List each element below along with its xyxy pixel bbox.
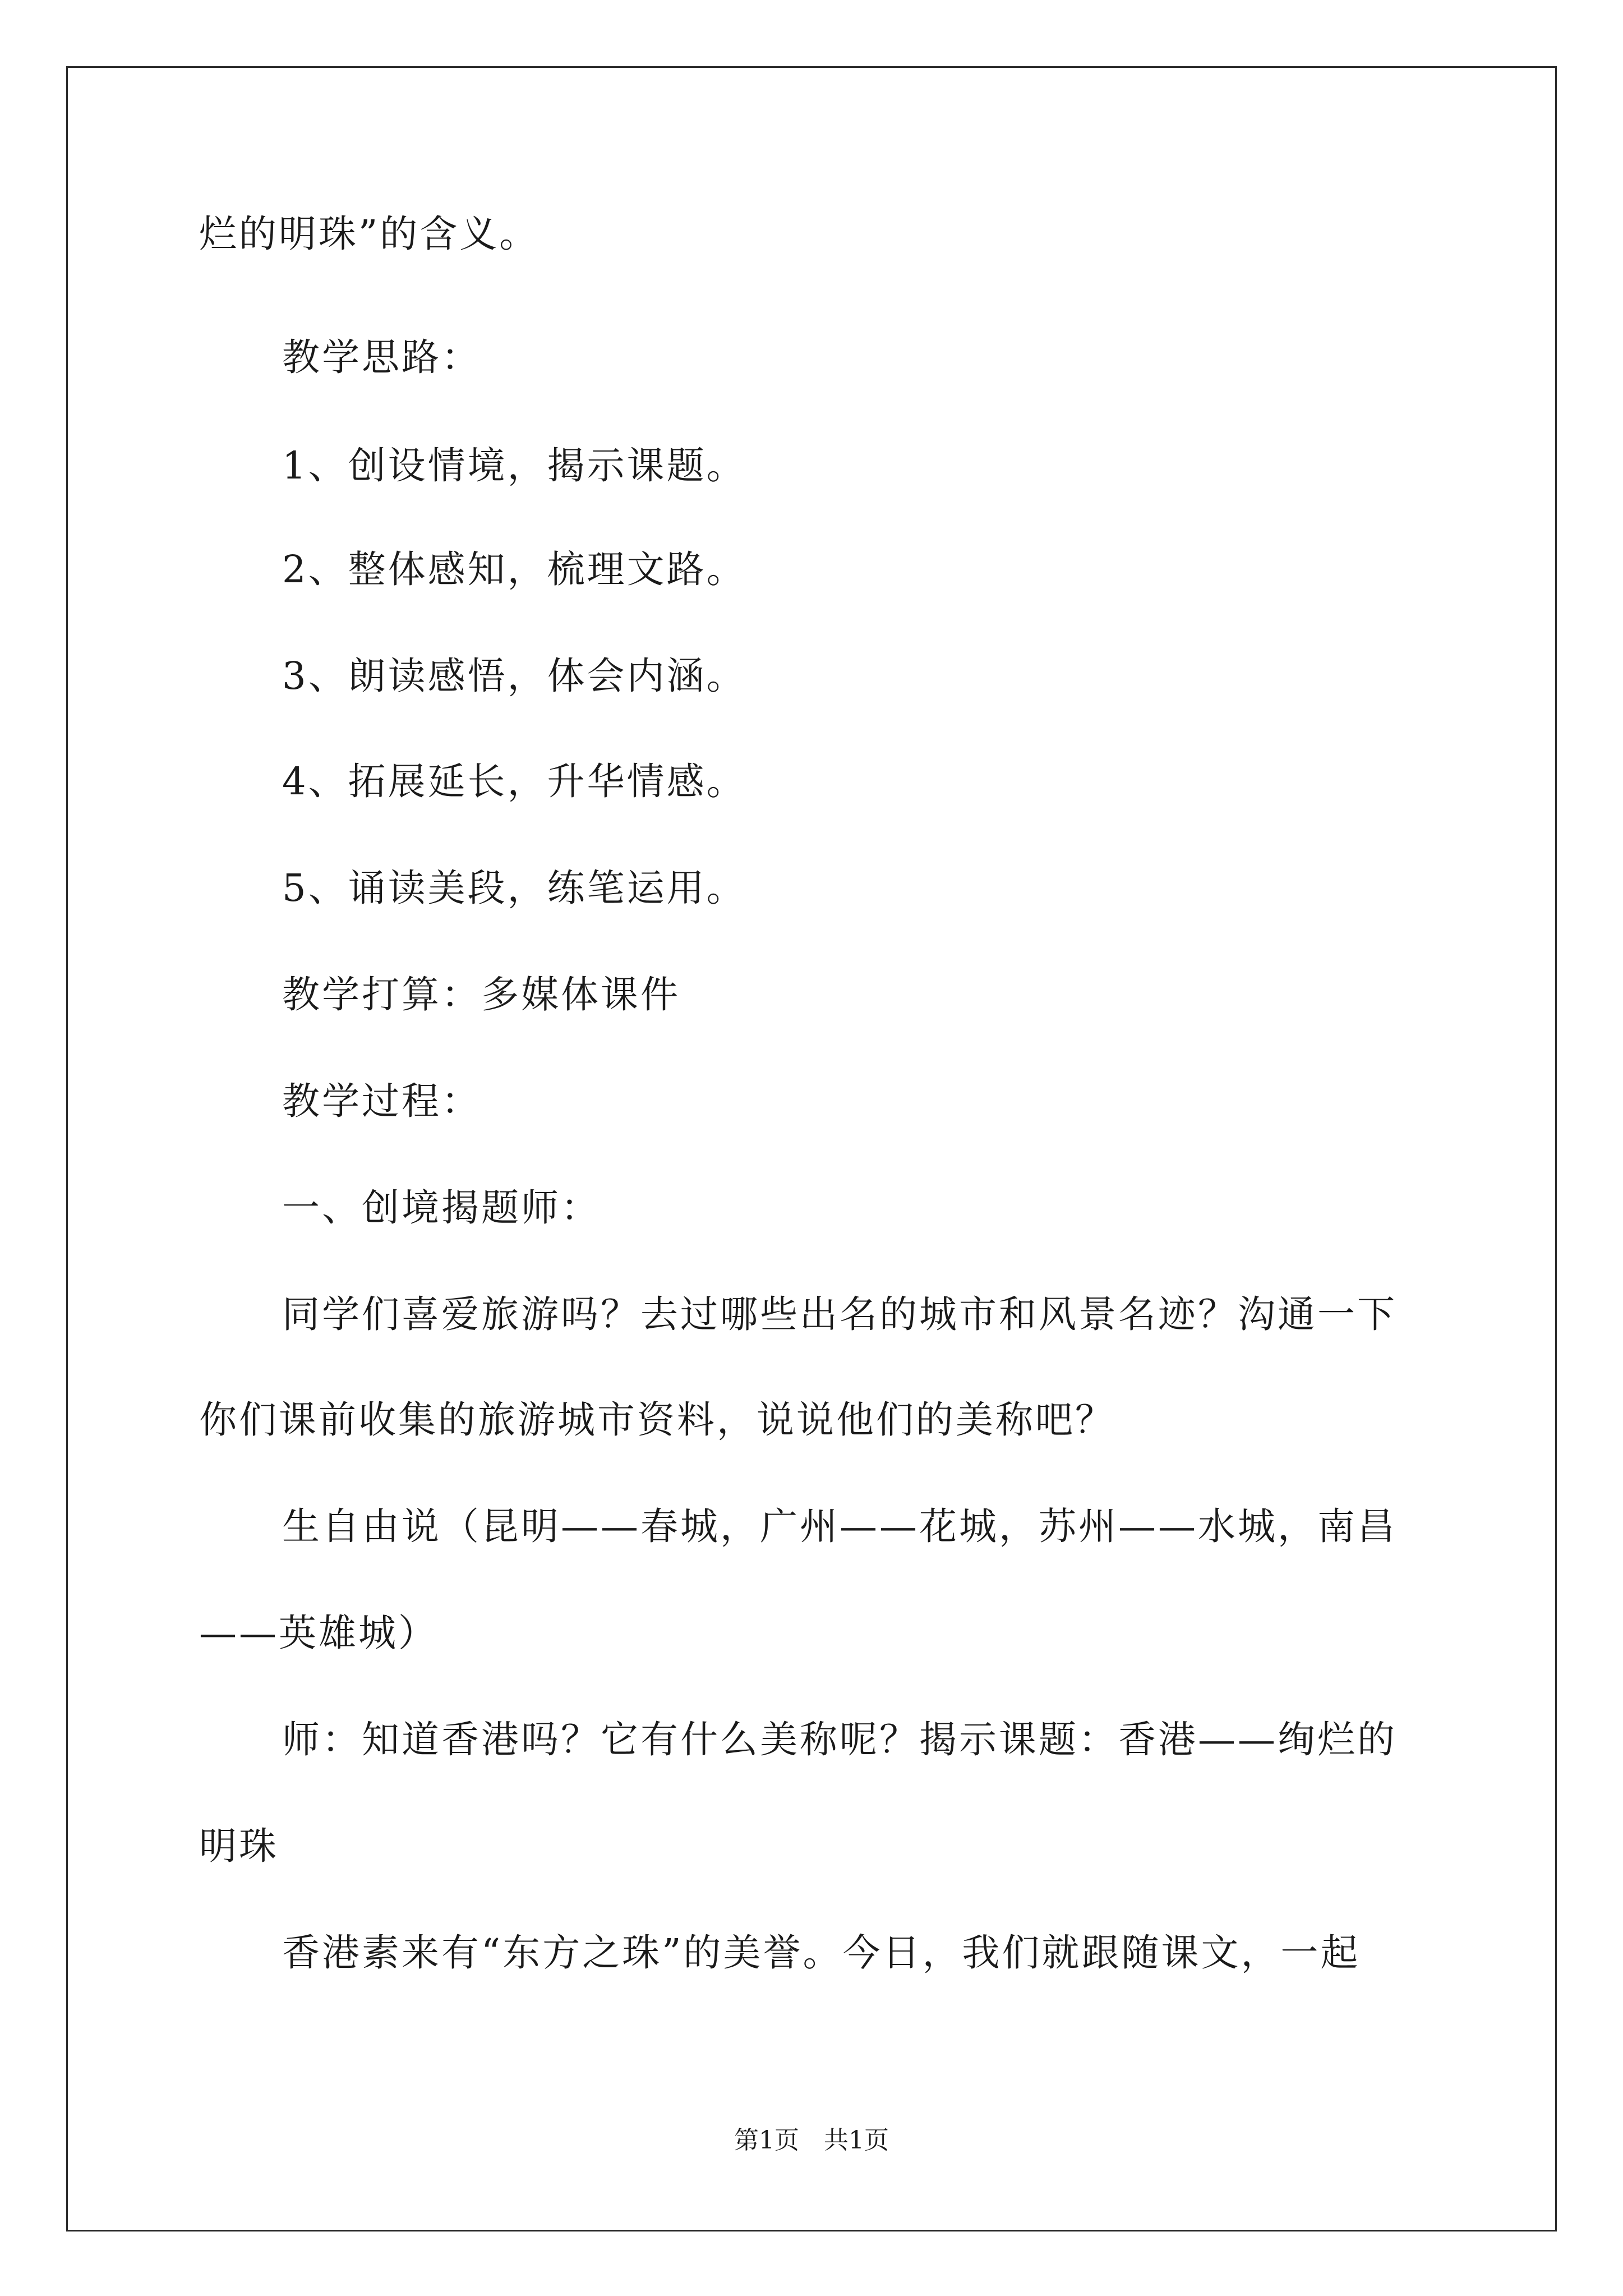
page-number-footer: 第1页 共1页: [734, 2126, 889, 2155]
text-line: 你们课前收集的旅游城市资料，说说他们的美称吧？: [199, 1398, 1115, 1442]
text-line: ——英雄城）: [199, 1611, 438, 1655]
page-border: [66, 66, 1557, 2231]
text-line: 烂的明珠”的含义。: [199, 212, 540, 256]
text-line: 师：知道香港吗？它有什么美称呢？揭示课题：香港——绚烂的: [282, 1718, 1397, 1761]
text-line: 2、整体感知，梳理文路。: [282, 547, 746, 591]
text-line: 1、创设情境，揭示课题。: [282, 444, 746, 487]
text-line: 生自由说（昆明——春城，广州——花城，苏州——水城，南昌: [282, 1504, 1397, 1548]
text-line: 教学思路：: [282, 335, 481, 379]
text-line: 教学打算：多媒体课件: [282, 973, 680, 1016]
text-line: 香港素来有“东方之珠”的美誉。今日，我们就跟随课文，一起: [282, 1931, 1361, 1975]
text-line: 一、创境揭题师：: [282, 1186, 601, 1230]
text-line: 同学们喜爱旅游吗？去过哪些出名的城市和风景名迹？沟通一下: [282, 1292, 1397, 1336]
text-line: 教学过程：: [282, 1079, 481, 1123]
text-line: 3、朗读感悟，体会内涵。: [282, 654, 746, 698]
text-line: 4、拓展延长，升华情感。: [282, 760, 746, 803]
text-line: 5、诵读美段，练笔运用。: [282, 866, 746, 910]
text-line: 明珠: [199, 1824, 279, 1868]
